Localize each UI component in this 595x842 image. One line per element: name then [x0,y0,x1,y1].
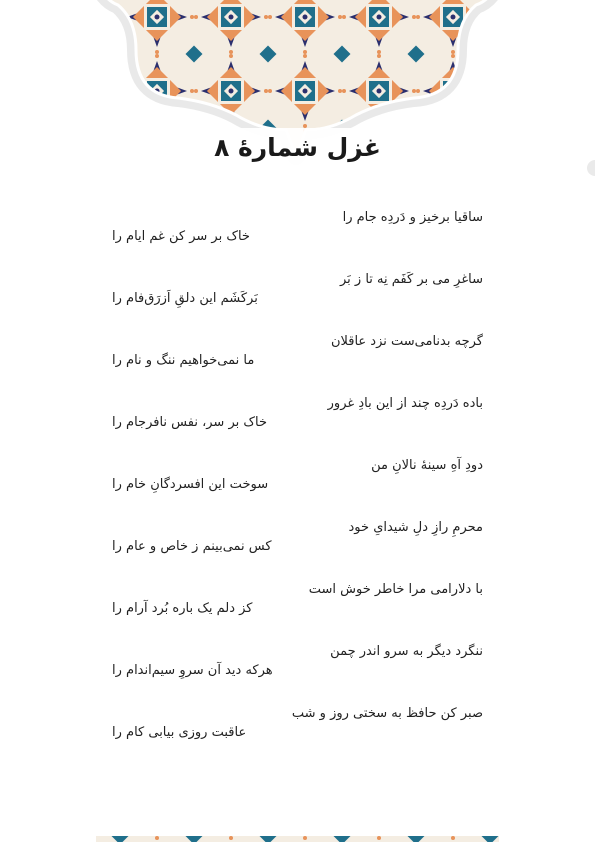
couplet [112,206,483,268]
hemistich-second: خاک بر سر، نفس نافرجام را [112,415,268,430]
hemistich-second: کس نمی‌بینم ز خاص و عام را [112,539,272,554]
page-title: غزل شمارهٔ ۸ [214,132,381,162]
hemistich-first: صبر کن حافظ به سختی روز و شب [291,706,483,721]
couplet [112,640,483,702]
couplet [112,330,483,392]
hemistich-second: کز دلم یک باره بُرد آرام را [112,601,253,616]
couplet [112,578,483,640]
hemistich-second: بَرکَشَم این دلقِ اَزرَق‌فام را [112,291,258,306]
hemistich-second: سوخت این افسردگانِ خام را [112,477,269,492]
hemistich-first: محرمِ رازِ دلِ شیدایِ خود [348,520,483,535]
hemistich-first: دودِ آهِ سینهٔ نالانِ من [371,458,483,473]
hemistich-first: گرچه بدنامی‌ست نزد عاقلان [330,334,483,349]
hemistich-first: ساقیا برخیز و دَردِه جام را [342,210,483,225]
hemistich-first: باده دَردِه چند از این بادِ غرور [327,396,483,411]
couplet [112,702,483,764]
couplet [112,454,483,516]
poem-body [112,206,483,764]
footer-tile-strip [96,836,499,842]
hemistich-second: عاقبت روزی بیابی کام را [112,725,247,740]
couplet [112,392,483,454]
couplet [112,516,483,578]
hemistich-first: با دلارامی مرا خاطر خوش است [308,582,483,597]
hemistich-first: ساغرِ می بر کَفَم نِه تا ز بَر [340,272,483,287]
hemistich-second: هرکه دید آن سروِ سیم‌اندام را [112,663,273,678]
couplet [112,268,483,330]
hemistich-second: خاک بر سر کن غم ایام را [112,229,250,244]
side-tab-decoration [587,160,595,176]
hemistich-second: ما نمی‌خواهیم ننگ و نام را [112,353,255,368]
hemistich-first: ننگرد دیگر به سرو اندر چمن [330,644,483,659]
